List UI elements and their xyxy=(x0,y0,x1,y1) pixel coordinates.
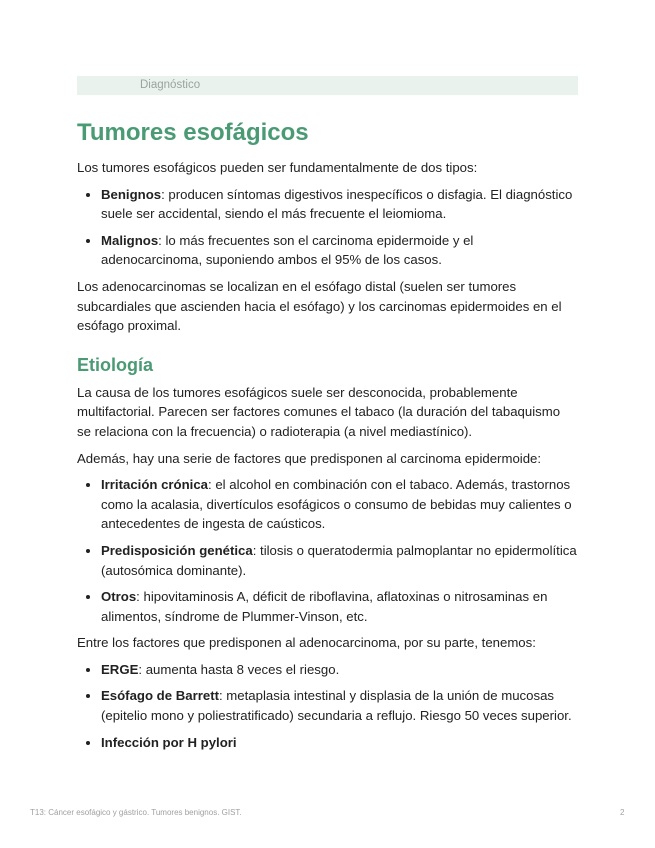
list-item xyxy=(101,733,577,753)
list-item xyxy=(101,686,577,725)
list-item-term: ERGE xyxy=(101,661,139,677)
list-item xyxy=(101,185,577,224)
list-item xyxy=(101,660,577,680)
list-item-term: Malignos xyxy=(101,232,159,248)
etiology-heading: Etiología xyxy=(77,354,153,375)
document-content xyxy=(77,114,577,759)
etiology-paragraph: La causa de los tumores esofágicos suele ser desconocida, probablemente multifactorial. Parecen ser factores comunes el tabaco (la duración del tabaquismo se relaciona con la frecuencia) o radioterapia (a nivel mediastínico). xyxy=(77,384,561,439)
list-item-term: Benignos xyxy=(101,186,162,202)
list-item-text: : el alcohol en combinación con el tabaco. Además, trastornos como la acalasia, divertículos esofágicos o consumo de bebidas muy calientes o antecedentes de ingesta de caústicos. xyxy=(101,477,572,532)
list-item-text: : hipovitaminosis A, déficit de riboflavina, aflatoxinas o nitrosaminas en alimentos, síndrome de Plummer-Vinson, etc. xyxy=(101,589,548,624)
list-item-term: Predisposición genética xyxy=(101,542,253,558)
list-item xyxy=(101,541,577,580)
list-item xyxy=(101,475,577,534)
epidermoid-factors-list xyxy=(77,475,577,626)
intro-paragraph: Los tumores esofágicos pueden ser fundamentalmente de dos tipos: xyxy=(77,160,478,175)
section-header-bar xyxy=(77,76,578,95)
list-item-term: Otros xyxy=(101,589,137,605)
adeno-factors-list xyxy=(77,660,577,752)
list-item-text: : producen síntomas digestivos inespecíficos o disfagia. El diagnóstico suele ser accidental, siendo el más frecuente el leiomioma. xyxy=(101,186,573,222)
footer-chapter-title: T13: Cáncer esofágico y gástrico. Tumores benignos. GIST. xyxy=(30,808,242,817)
page-number: 2 xyxy=(620,808,625,817)
page-title: Tumores esofágicos xyxy=(77,119,309,146)
list-item-term: Esófago de Barrett xyxy=(101,688,219,704)
adeno-intro-paragraph: Entre los factores que predisponen al adenocarcinoma, por su parte, tenemos: xyxy=(77,635,536,651)
list-item-term: Irritación crónica xyxy=(101,477,209,493)
epidermoid-intro-paragraph: Además, hay una serie de factores que predisponen al carcinoma epidermoide: xyxy=(77,450,542,466)
section-header-label: Diagnóstico xyxy=(140,79,201,91)
list-item xyxy=(101,231,577,270)
list-item-text: : aumenta hasta 8 veces el riesgo. xyxy=(138,661,340,677)
list-item-text: : tilosis o queratodermia palmoplantar no epidermolítica (autosómica dominante). xyxy=(101,542,577,578)
list-item-term: Infección por H pylori xyxy=(101,734,237,750)
location-paragraph: Los adenocarcinomas se localizan en el esófago distal (suelen ser tumores subcardiales que ascienden hacia el esófago) y los carcinomas epidermoides en el esófago proximal. xyxy=(77,278,562,334)
list-item-text: : metaplasia intestinal y displasia de la unión de mucosas (epitelio mono y poliestratificado) secundaria a reflujo. Riesgo 50 veces superior. xyxy=(101,688,572,724)
tumor-types-list xyxy=(77,185,577,270)
list-item xyxy=(101,587,577,626)
list-item-text: : lo más frecuentes son el carcinoma epidermoide y el adenocarcinoma, suponiendo ambos el 95% de los casos. xyxy=(101,232,474,268)
